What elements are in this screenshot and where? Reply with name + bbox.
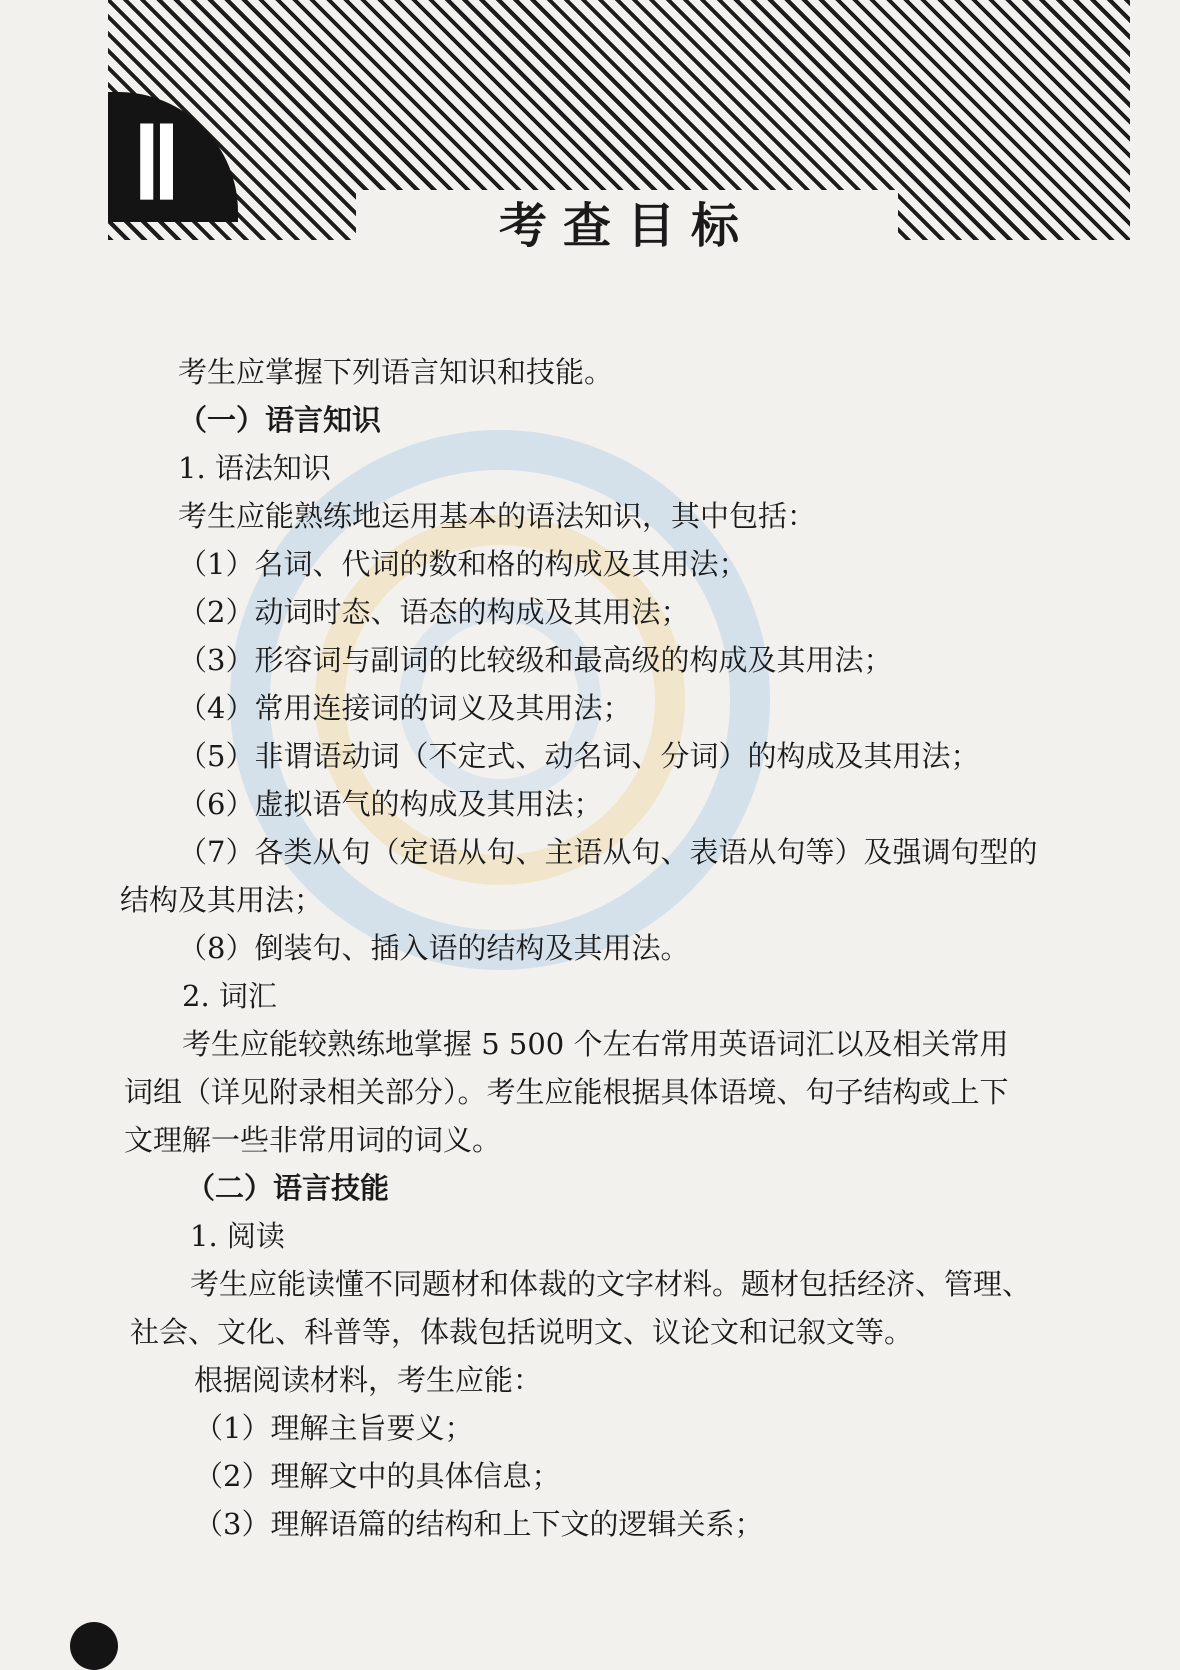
reading-line-2: 社会、文化、科普等，体裁包括说明文、议论文和记叙文等。 xyxy=(130,1315,914,1349)
grammar-item-4: （4）常用连接词的词义及其用法； xyxy=(178,691,632,725)
subheading-reading: 1. 阅读 xyxy=(190,1219,285,1253)
grammar-item-2: （2）动词时态、语态的构成及其用法； xyxy=(178,595,690,629)
grammar-intro: 考生应能熟练地运用基本的语法知识，其中包括： xyxy=(178,499,817,533)
subheading-grammar: 1. 语法知识 xyxy=(178,451,331,485)
chapter-numeral: Ⅱ xyxy=(132,109,182,220)
section-heading-language-knowledge: （一）语言知识 xyxy=(178,403,382,437)
page-number-marker xyxy=(70,1622,118,1670)
grammar-item-5: （5）非谓语动词（不定式、动名词、分词）的构成及其用法； xyxy=(178,739,980,773)
grammar-item-1: （1）名词、代词的数和格的构成及其用法； xyxy=(178,547,748,581)
reading-line-1: 考生应能读懂不同题材和体裁的文字材料。题材包括经济、管理、 xyxy=(190,1267,1032,1301)
reading-requirements-intro: 根据阅读材料，考生应能： xyxy=(194,1363,543,1397)
page-title: 考查目标 xyxy=(498,198,755,254)
grammar-item-7-continued: 结构及其用法； xyxy=(120,883,324,917)
section-heading-language-skills: （二）语言技能 xyxy=(186,1171,390,1205)
intro-line: 考生应掌握下列语言知识和技能。 xyxy=(178,355,614,389)
vocabulary-line-2: 词组（详见附录相关部分）。考生应能根据具体语境、句子结构或上下 xyxy=(124,1075,1009,1109)
reading-item-3: （3）理解语篇的结构和上下文的逻辑关系； xyxy=(194,1507,764,1541)
vocabulary-line-1: 考生应能较熟练地掌握 5 500 个左右常用英语词汇以及相关常用 xyxy=(182,1027,1009,1061)
reading-item-1: （1）理解主旨要义； xyxy=(194,1411,474,1445)
grammar-item-7: （7）各类从句（定语从句、主语从句、表语从句等）及强调句型的 xyxy=(178,835,1038,869)
reading-item-2: （2）理解文中的具体信息； xyxy=(194,1459,561,1493)
grammar-item-3: （3）形容词与副词的比较级和最高级的构成及其用法； xyxy=(178,643,893,677)
vocabulary-line-3: 文理解一些非常用词的词义。 xyxy=(124,1123,502,1157)
grammar-item-8: （8）倒装句、插入语的结构及其用法。 xyxy=(178,931,690,965)
grammar-item-6: （6）虚拟语气的构成及其用法； xyxy=(178,787,603,821)
subheading-vocabulary: 2. 词汇 xyxy=(182,979,277,1013)
